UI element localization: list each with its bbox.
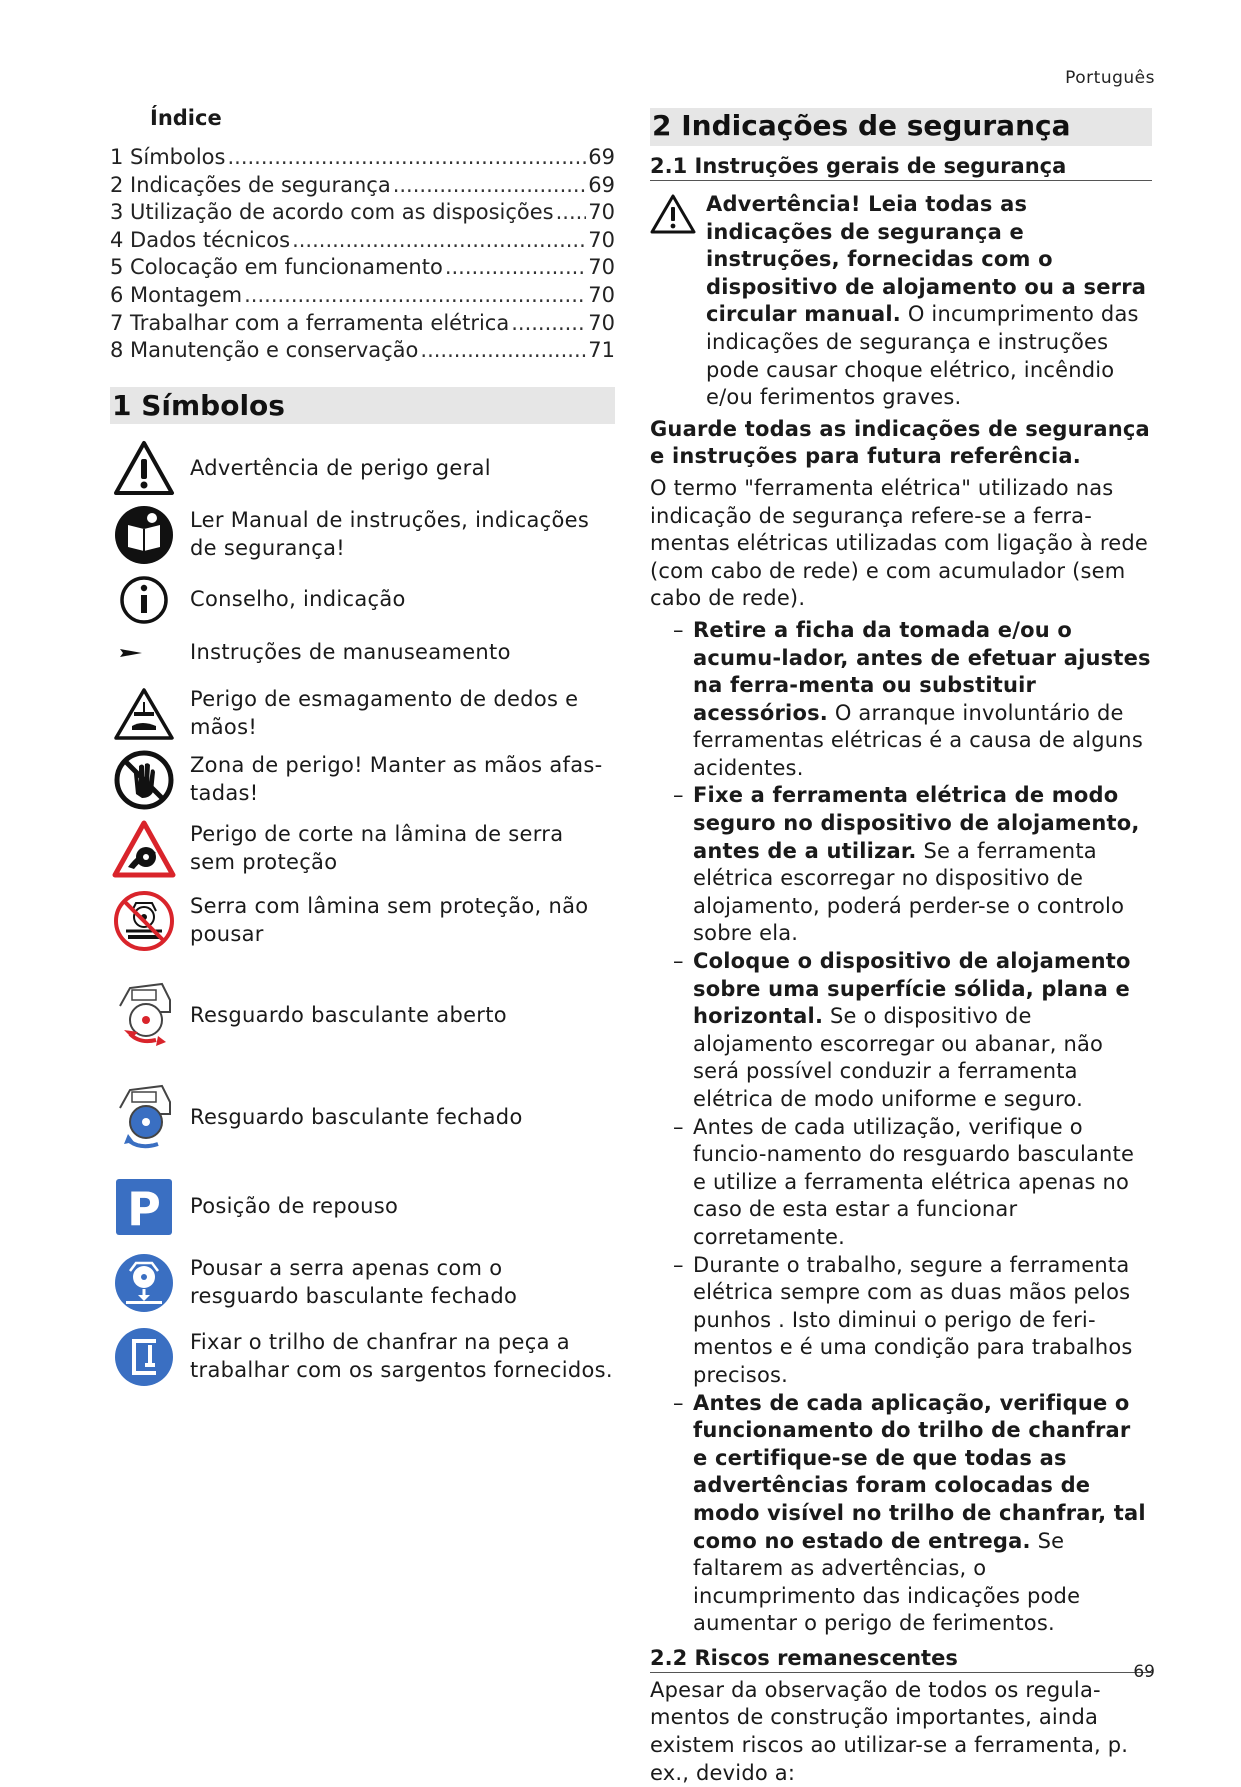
toc-entry[interactable]	[110, 199, 615, 227]
page-number: 69	[1133, 1662, 1155, 1682]
list-item: – Fixe a ferramenta elétrica de modo seguro no dispositivo de alojamento, antes de a utilizar. Se a ferramenta elétrica escorregar no dispositivo de alojamento, poderá perder-se o controlo sobre ela.	[673, 783, 1140, 946]
toc-entry[interactable]	[110, 172, 615, 200]
blade-cut-hazard-icon	[110, 815, 178, 883]
do-not-set-down-icon	[110, 887, 178, 955]
symbols-list	[110, 442, 615, 1390]
right-column	[650, 108, 1152, 1787]
toc-entry[interactable]	[110, 310, 615, 338]
symbol-item	[110, 816, 615, 882]
toc-entry-page: 70	[588, 310, 615, 335]
symbol-item	[110, 682, 615, 746]
warning-triangle-icon	[110, 435, 178, 503]
symbol-text: Perigo de esmagamento de dedos e mãos!	[190, 687, 579, 739]
symbol-item	[110, 748, 615, 812]
toc-entry-label: 8 Manutenção e conservação	[110, 338, 419, 363]
residual-risks-heading: 2.2 Riscos remanescentes	[650, 1646, 1152, 1673]
left-column	[110, 100, 615, 1390]
toc-entry[interactable]	[110, 254, 615, 282]
language-label: Português	[1065, 68, 1155, 88]
symbol-text: Serra com lâmina sem proteção, não pousar	[190, 894, 589, 946]
toc-entry[interactable]	[110, 227, 615, 255]
parking-icon	[110, 1173, 178, 1241]
symbol-item	[110, 888, 615, 954]
symbol-text: Resguardo basculante aberto	[190, 1002, 507, 1027]
toc-entry[interactable]	[110, 144, 615, 172]
clamp-icon	[110, 1323, 178, 1391]
symbols-heading: 1 Símbolos	[110, 387, 615, 424]
residual-risks-text: Apesar da observação de todos os regula-mentos de construção importantes, ainda existem riscos ao utilizar-se a ferramenta, p. ex., devido a:	[650, 1677, 1129, 1785]
toc-title: Índice	[150, 106, 222, 130]
symbol-text: Ler Manual de instruções, indicações de segurança!	[190, 508, 590, 560]
symbol-item	[110, 628, 615, 678]
toc-entry-page: 70	[588, 255, 615, 280]
toc-entry-label: 6 Montagem	[110, 282, 243, 307]
general-safety-heading: 2.1 Instruções gerais de segurança	[650, 154, 1152, 181]
symbol-item	[110, 572, 615, 628]
toc-entry-page: 71	[588, 338, 615, 363]
symbol-item	[110, 1174, 615, 1240]
symbol-text: Posição de repouso	[190, 1193, 399, 1218]
symbol-text: Perigo de corte na lâmina de serra sem proteção	[190, 822, 564, 874]
symbol-text: Fixar o trilho de chanfrar na peça a trabalhar com os sargentos fornecidos.	[190, 1330, 613, 1382]
toc-entry-label: 2 Indicações de segurança	[110, 172, 391, 197]
toc-entry-page: 70	[588, 227, 615, 252]
symbol-item	[110, 442, 615, 496]
toc-entry[interactable]	[110, 282, 615, 310]
general-warning	[650, 191, 1152, 412]
symbol-text: Zona de perigo! Manter as mãos afas-tadas!	[190, 753, 603, 805]
term-definition-text: O termo "ferramenta elétrica" utilizado nas indicação de segurança refere-se a ferra-mentas elétricas utilizadas com ligação à rede (com cabo de rede) e com acumulador (sem cabo de rede).	[650, 475, 1148, 611]
toc-list	[110, 144, 615, 365]
keep-hands-away-icon	[110, 746, 178, 814]
toc-entry-page: 70	[588, 200, 615, 225]
symbol-item	[110, 500, 615, 570]
symbol-item	[110, 1250, 615, 1316]
read-manual-icon	[110, 501, 178, 569]
guard-open-icon	[110, 972, 178, 1060]
symbol-text: Conselho, indicação	[190, 586, 406, 611]
svg-text:P: P	[127, 1181, 161, 1236]
toc-entry-page: 70	[588, 282, 615, 307]
toc-entry-page: 69	[588, 172, 615, 197]
guard-closed-icon	[110, 1074, 178, 1162]
symbol-text: Pousar a serra apenas com o resguardo basculante fechado	[190, 1256, 518, 1308]
symbol-item	[110, 1324, 615, 1390]
keep-instructions-text: Guarde todas as indicações de segurança e instruções para futura referência.	[650, 416, 1150, 469]
list-item: – Durante o trabalho, segure a ferramenta elétrica sempre com as duas mãos pelos punhos . Isto diminui o perigo de feri-mentos e é uma condição para trabalhos precisos.	[673, 1252, 1133, 1387]
toc-entry-label: 4 Dados técnicos	[110, 227, 291, 252]
safety-heading: 2 Indicações de segurança	[650, 108, 1152, 146]
list-item: – Retire a ficha da tomada e/ou o acumu-lador, antes de efetuar ajustes na ferra-menta ou substituir acessórios. O arranque involuntário de ferramentas elétricas é a causa de alguns acidentes.	[673, 617, 1151, 780]
list-item: – Coloque o dispositivo de alojamento sobre uma superfície sólida, plana e horizontal. Se o dispositivo de alojamento escorregar ou abanar, não será possível conduzir a ferramenta elétrica de modo uniforme e seguro.	[673, 949, 1131, 1111]
set-down-closed-guard-icon	[110, 1249, 178, 1317]
toc-entry-label: 3 Utilização de acordo com as disposições	[110, 200, 554, 225]
crush-hazard-icon	[110, 680, 178, 748]
symbol-item	[110, 1072, 615, 1164]
warning-triangle-icon	[650, 191, 706, 412]
symbol-text: Advertência de perigo geral	[190, 455, 491, 480]
toc-entry-label: 5 Colocação em funcionamento	[110, 255, 443, 280]
safety-bullets	[650, 617, 1152, 1638]
symbol-text: Resguardo basculante fechado	[190, 1104, 523, 1129]
toc-entry-page: 69	[588, 145, 615, 169]
warning-text: O incumprimento das indicações de segurança e instruções pode causar choque elétrico, incêndio e/ou ferimentos graves.	[706, 302, 1139, 410]
list-item: – Antes de cada utilização, verifique o funcio-namento do resguardo basculante e utilize a ferramenta elétrica apenas no caso de esta estar a funcionar corretamente.	[673, 1114, 1135, 1249]
handling-arrow-icon	[110, 619, 178, 687]
toc-entry-label: 1 Símbolos	[110, 145, 226, 169]
symbol-item	[110, 970, 615, 1062]
toc-entry[interactable]	[110, 337, 615, 365]
symbol-text: Instruções de manuseamento	[190, 639, 511, 664]
toc-entry-label: 7 Trabalhar com a ferramenta elétrica	[110, 310, 510, 335]
list-item: – Antes de cada aplicação, verifique o funcionamento do trilho de chanfrar e certifique-se de que todas as advertências foram colocadas de modo visível no trilho de chanfrar, tal como no estado de entrega. Se faltarem as advertências, o incumprimento das indicações pode aumentar o perigo de ferimentos.	[673, 1390, 1146, 1636]
warning-bold-text: Advertência! Leia todas as indicações de segurança e instruções, fornecidas com o dispositivo de alojamento ou a serra circular manual.	[706, 192, 1147, 327]
